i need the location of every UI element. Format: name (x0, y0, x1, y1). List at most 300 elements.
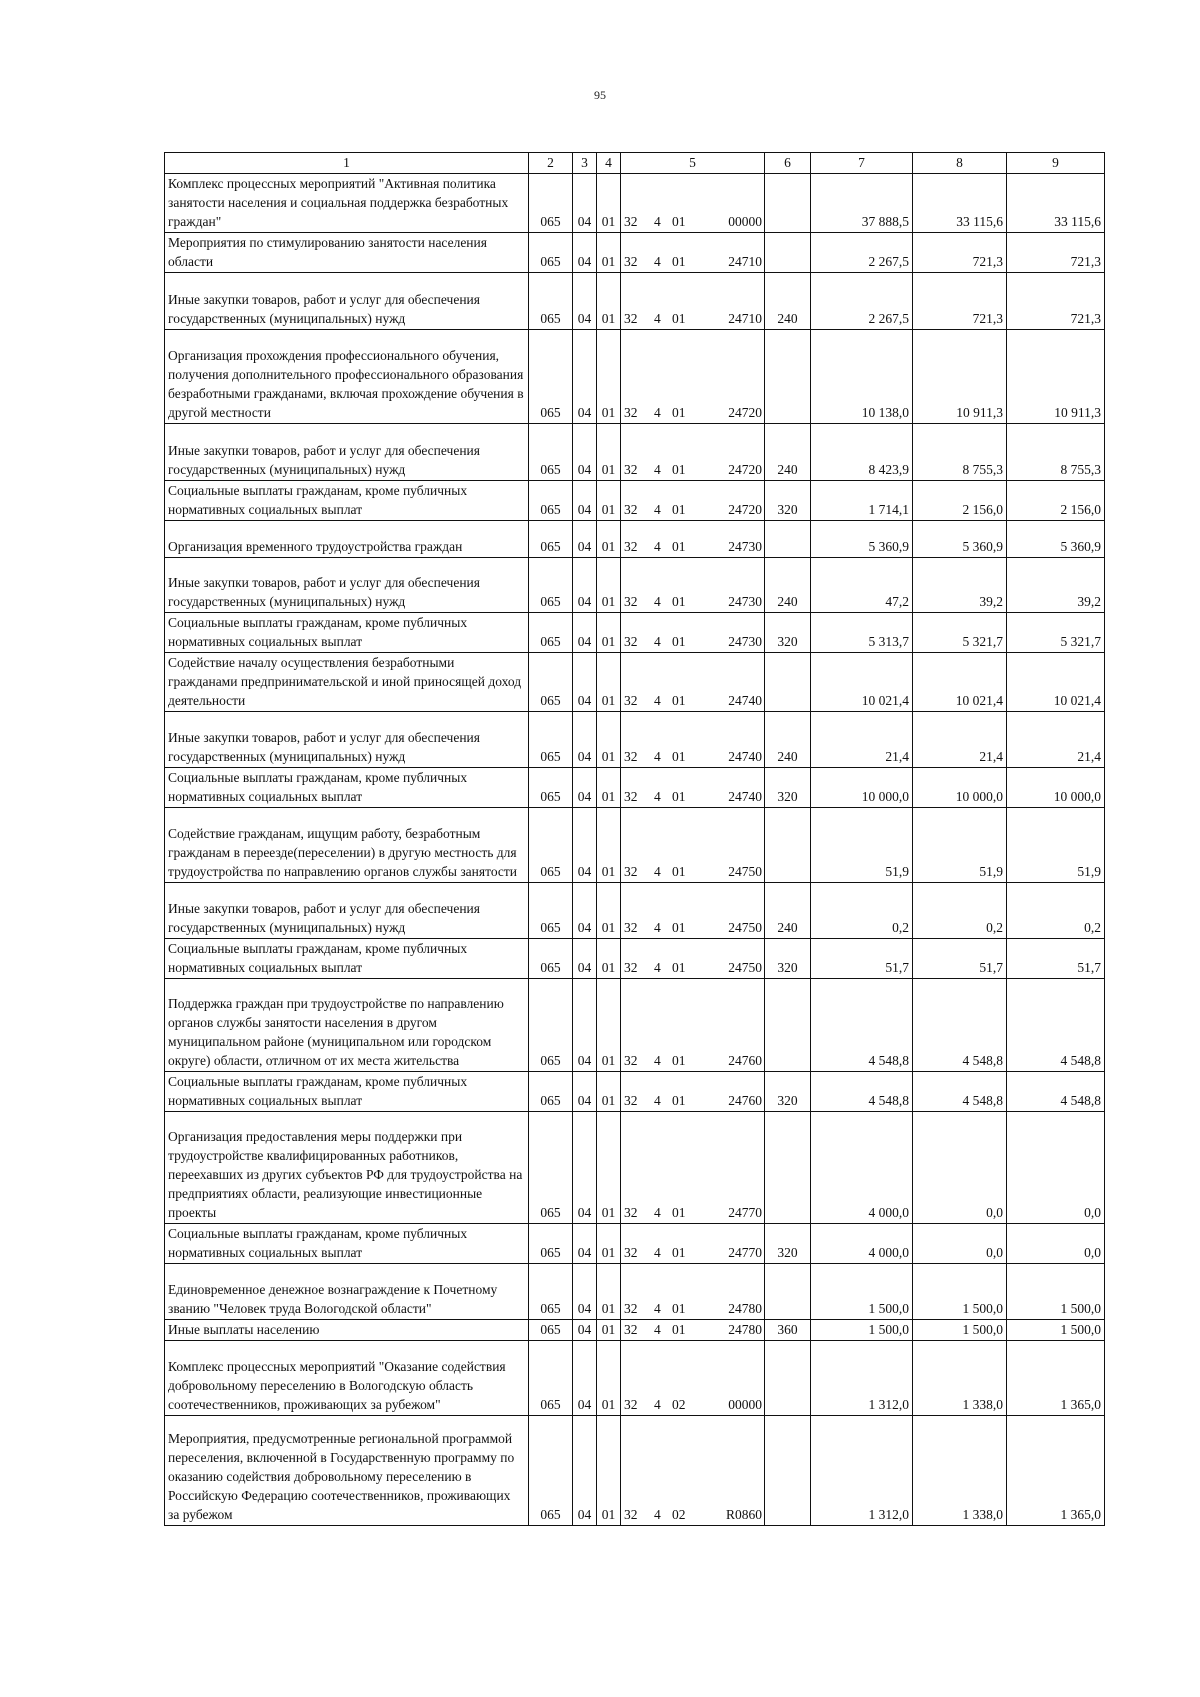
target-article-part: 32 (624, 920, 638, 935)
amount-col-8: 1 500,0 (913, 1320, 1007, 1341)
admin-code: 065 (529, 712, 573, 768)
target-article-part: 4 (654, 960, 661, 975)
target-article-part: R0860 (725, 1507, 762, 1522)
row-name: Мероприятия по стимулированию занятости населения области (165, 233, 529, 273)
row-name: Содействие гражданам, ищущим работу, безработным гражданам в переезде(переселении) в другую местность для трудоустройства по направлению органов службы занятости (165, 808, 529, 883)
amount-col-7: 1 714,1 (811, 481, 913, 521)
subsection-code: 01 (597, 273, 621, 330)
target-article-part: 01 (672, 1245, 686, 1260)
admin-code: 065 (529, 273, 573, 330)
subsection-code: 01 (597, 712, 621, 768)
target-article-part: 01 (672, 254, 686, 269)
target-article-part: 4 (654, 539, 661, 554)
target-article-part: 32 (624, 1093, 638, 1108)
target-article-part: 4 (654, 920, 661, 935)
target-article-part: 32 (624, 1301, 638, 1316)
target-article-code (621, 558, 765, 613)
target-article-part: 24750 (728, 960, 762, 975)
target-article-part: 01 (672, 789, 686, 804)
amount-col-7: 10 000,0 (811, 768, 913, 808)
subsection-code: 01 (597, 1224, 621, 1264)
column-header: 6 (765, 153, 811, 174)
target-article-part: 24720 (728, 405, 762, 420)
target-article-code (621, 712, 765, 768)
section-code: 04 (573, 330, 597, 424)
amount-col-8: 10 911,3 (913, 330, 1007, 424)
admin-code: 065 (529, 939, 573, 979)
expense-type-code: 360 (765, 1320, 811, 1341)
amount-col-8: 4 548,8 (913, 979, 1007, 1072)
target-article-part: 32 (624, 960, 638, 975)
amount-col-7: 51,9 (811, 808, 913, 883)
target-article-code (621, 1112, 765, 1224)
row-name: Иные закупки товаров, работ и услуг для обеспечения государственных (муниципальных) нужд (165, 558, 529, 613)
table-row (165, 1264, 1105, 1320)
expense-type-code (765, 1416, 811, 1526)
expense-type-code (765, 521, 811, 558)
admin-code: 065 (529, 1112, 573, 1224)
amount-col-8: 4 548,8 (913, 1072, 1007, 1112)
amount-col-9: 0,2 (1007, 883, 1105, 939)
target-article-part: 32 (624, 462, 638, 477)
target-article-part: 01 (672, 749, 686, 764)
subsection-code: 01 (597, 939, 621, 979)
target-article-code (621, 1224, 765, 1264)
amount-col-7: 1 312,0 (811, 1341, 913, 1416)
amount-col-8: 21,4 (913, 712, 1007, 768)
target-article-part: 01 (672, 594, 686, 609)
column-header: 5 (621, 153, 765, 174)
admin-code: 065 (529, 481, 573, 521)
amount-col-7: 10 138,0 (811, 330, 913, 424)
target-article-part: 4 (654, 594, 661, 609)
admin-code: 065 (529, 613, 573, 653)
target-article-part: 24740 (728, 749, 762, 764)
admin-code: 065 (529, 330, 573, 424)
subsection-code: 01 (597, 1341, 621, 1416)
admin-code: 065 (529, 233, 573, 273)
target-article-part: 01 (672, 502, 686, 517)
expense-type-code: 320 (765, 939, 811, 979)
amount-col-7: 37 888,5 (811, 174, 913, 233)
target-article-part: 01 (672, 539, 686, 554)
subsection-code: 01 (597, 1112, 621, 1224)
target-article-part: 24760 (728, 1053, 762, 1068)
amount-col-9: 51,9 (1007, 808, 1105, 883)
table-row (165, 768, 1105, 808)
table-row (165, 424, 1105, 481)
row-name: Поддержка граждан при трудоустройстве по направлению органов службы занятости населения в другом муниципальном районе (муниципальном или городском округе) области, отличном от их места жительства (165, 979, 529, 1072)
table-row (165, 1320, 1105, 1341)
section-code: 04 (573, 808, 597, 883)
target-article-part: 01 (672, 1053, 686, 1068)
amount-col-8: 51,7 (913, 939, 1007, 979)
amount-col-7: 0,2 (811, 883, 913, 939)
target-article-part: 32 (624, 789, 638, 804)
row-name: Иные закупки товаров, работ и услуг для обеспечения государственных (муниципальных) нужд (165, 883, 529, 939)
target-article-part: 01 (672, 1205, 686, 1220)
amount-col-9: 1 500,0 (1007, 1264, 1105, 1320)
amount-col-7: 2 267,5 (811, 233, 913, 273)
table-row (165, 521, 1105, 558)
target-article-part: 01 (672, 1301, 686, 1316)
row-name: Единовременное денежное вознаграждение к Почетному званию "Человек труда Вологодской области" (165, 1264, 529, 1320)
table-row (165, 1224, 1105, 1264)
target-article-part: 32 (624, 1397, 638, 1412)
row-name: Организация временного трудоустройства граждан (165, 521, 529, 558)
subsection-code: 01 (597, 1416, 621, 1526)
amount-col-8: 8 755,3 (913, 424, 1007, 481)
subsection-code: 01 (597, 174, 621, 233)
subsection-code: 01 (597, 233, 621, 273)
admin-code: 065 (529, 1072, 573, 1112)
target-article-part: 00000 (728, 1397, 762, 1412)
amount-col-8: 1 338,0 (913, 1341, 1007, 1416)
target-article-part: 24780 (728, 1301, 762, 1316)
target-article-part: 4 (654, 1301, 661, 1316)
section-code: 04 (573, 939, 597, 979)
expense-type-code (765, 1264, 811, 1320)
amount-col-7: 5 360,9 (811, 521, 913, 558)
subsection-code: 01 (597, 521, 621, 558)
section-code: 04 (573, 1341, 597, 1416)
admin-code: 065 (529, 1341, 573, 1416)
amount-col-7: 4 000,0 (811, 1112, 913, 1224)
subsection-code: 01 (597, 1072, 621, 1112)
row-name: Иные закупки товаров, работ и услуг для обеспечения государственных (муниципальных) нужд (165, 712, 529, 768)
target-article-part: 4 (654, 693, 661, 708)
target-article-part: 32 (624, 594, 638, 609)
section-code: 04 (573, 768, 597, 808)
row-name: Социальные выплаты гражданам, кроме публичных нормативных социальных выплат (165, 1072, 529, 1112)
amount-col-9: 1 365,0 (1007, 1341, 1105, 1416)
target-article-part: 01 (672, 634, 686, 649)
section-code: 04 (573, 1416, 597, 1526)
row-name: Комплекс процессных мероприятий "Оказание содействия добровольному переселению в Вологодскую область соотечественников, проживающих за рубежом" (165, 1341, 529, 1416)
amount-col-7: 21,4 (811, 712, 913, 768)
amount-col-7: 51,7 (811, 939, 913, 979)
amount-col-9: 10 911,3 (1007, 330, 1105, 424)
expense-type-code: 320 (765, 1224, 811, 1264)
expense-type-code: 240 (765, 558, 811, 613)
target-article-part: 32 (624, 749, 638, 764)
target-article-part: 4 (654, 502, 661, 517)
target-article-code (621, 808, 765, 883)
admin-code: 065 (529, 424, 573, 481)
subsection-code: 01 (597, 1264, 621, 1320)
table-row (165, 939, 1105, 979)
amount-col-8: 721,3 (913, 233, 1007, 273)
amount-col-8: 51,9 (913, 808, 1007, 883)
amount-col-7: 1 500,0 (811, 1264, 913, 1320)
expense-type-code (765, 1341, 811, 1416)
target-article-part: 24730 (728, 594, 762, 609)
target-article-code (621, 1320, 765, 1341)
table-row (165, 1072, 1105, 1112)
section-code: 04 (573, 1072, 597, 1112)
amount-col-8: 721,3 (913, 273, 1007, 330)
target-article-part: 32 (624, 1053, 638, 1068)
amount-col-7: 10 021,4 (811, 653, 913, 712)
subsection-code: 01 (597, 768, 621, 808)
target-article-code (621, 233, 765, 273)
subsection-code: 01 (597, 613, 621, 653)
admin-code: 065 (529, 808, 573, 883)
target-article-part: 4 (654, 1093, 661, 1108)
amount-col-8: 1 338,0 (913, 1416, 1007, 1526)
admin-code: 065 (529, 979, 573, 1072)
section-code: 04 (573, 979, 597, 1072)
expense-type-code: 320 (765, 1072, 811, 1112)
target-article-part: 01 (672, 311, 686, 326)
target-article-part: 24720 (728, 502, 762, 517)
amount-col-9: 4 548,8 (1007, 1072, 1105, 1112)
section-code: 04 (573, 613, 597, 653)
target-article-part: 32 (624, 254, 638, 269)
row-name: Иные выплаты населению (165, 1320, 529, 1341)
target-article-part: 32 (624, 1245, 638, 1260)
table-row (165, 1416, 1105, 1526)
row-name: Содействие началу осуществления безработными гражданами предпринимательской и иной приносящей доход деятельности (165, 653, 529, 712)
target-article-part: 01 (672, 864, 686, 879)
section-code: 04 (573, 712, 597, 768)
amount-col-9: 39,2 (1007, 558, 1105, 613)
table-row (165, 808, 1105, 883)
target-article-part: 32 (624, 311, 638, 326)
amount-col-7: 4 000,0 (811, 1224, 913, 1264)
expense-type-code: 240 (765, 712, 811, 768)
target-article-code (621, 330, 765, 424)
target-article-part: 4 (654, 634, 661, 649)
expense-type-code (765, 808, 811, 883)
row-name: Социальные выплаты гражданам, кроме публичных нормативных социальных выплат (165, 768, 529, 808)
table-row (165, 273, 1105, 330)
amount-col-9: 2 156,0 (1007, 481, 1105, 521)
section-code: 04 (573, 273, 597, 330)
target-article-part: 01 (672, 214, 686, 229)
target-article-part: 24750 (728, 864, 762, 879)
amount-col-7: 47,2 (811, 558, 913, 613)
section-code: 04 (573, 558, 597, 613)
row-name: Организация предоставления меры поддержки при трудоустройстве квалифицированных работников, переехавших из других субъектов РФ для трудоустройства на предприятиях области, реализующие инвестиционные проекты (165, 1112, 529, 1224)
amount-col-8: 1 500,0 (913, 1264, 1007, 1320)
row-name: Социальные выплаты гражданам, кроме публичных нормативных социальных выплат (165, 481, 529, 521)
target-article-part: 01 (672, 405, 686, 420)
amount-col-9: 0,0 (1007, 1112, 1105, 1224)
amount-col-8: 5 321,7 (913, 613, 1007, 653)
target-article-part: 32 (624, 405, 638, 420)
amount-col-7: 5 313,7 (811, 613, 913, 653)
amount-col-7: 1 312,0 (811, 1416, 913, 1526)
expense-type-code (765, 330, 811, 424)
table-row (165, 613, 1105, 653)
row-name: Иные закупки товаров, работ и услуг для обеспечения государственных (муниципальных) нужд (165, 424, 529, 481)
admin-code: 065 (529, 521, 573, 558)
target-article-part: 24770 (728, 1245, 762, 1260)
table-row (165, 712, 1105, 768)
row-name: Социальные выплаты гражданам, кроме публичных нормативных социальных выплат (165, 1224, 529, 1264)
table-row (165, 481, 1105, 521)
target-article-part: 4 (654, 254, 661, 269)
amount-col-9: 4 548,8 (1007, 979, 1105, 1072)
target-article-part: 4 (654, 462, 661, 477)
target-article-part: 4 (654, 864, 661, 879)
amount-col-8: 10 021,4 (913, 653, 1007, 712)
target-article-part: 4 (654, 311, 661, 326)
target-article-part: 01 (672, 1322, 686, 1337)
expense-type-code (765, 174, 811, 233)
target-article-part: 01 (672, 920, 686, 935)
row-name: Социальные выплаты гражданам, кроме публичных нормативных социальных выплат (165, 613, 529, 653)
target-article-part: 01 (672, 462, 686, 477)
amount-col-7: 4 548,8 (811, 979, 913, 1072)
row-name: Мероприятия, предусмотренные региональной программой переселения, включенной в Государственную программу по оказанию содействия добровольному переселению в Российскую Федерацию соотечественников, проживающих за рубежом (165, 1416, 529, 1526)
amount-col-9: 21,4 (1007, 712, 1105, 768)
amount-col-8: 0,0 (913, 1112, 1007, 1224)
table-row (165, 1341, 1105, 1416)
section-code: 04 (573, 653, 597, 712)
admin-code: 065 (529, 1224, 573, 1264)
target-article-part: 32 (624, 1507, 638, 1522)
amount-col-8: 5 360,9 (913, 521, 1007, 558)
target-article-code (621, 273, 765, 330)
amount-col-9: 1 500,0 (1007, 1320, 1105, 1341)
target-article-part: 4 (654, 749, 661, 764)
row-name: Социальные выплаты гражданам, кроме публичных нормативных социальных выплат (165, 939, 529, 979)
subsection-code: 01 (597, 558, 621, 613)
target-article-part: 01 (672, 960, 686, 975)
budget-table (164, 152, 1105, 1526)
subsection-code: 01 (597, 481, 621, 521)
amount-col-8: 0,0 (913, 1224, 1007, 1264)
target-article-part: 24750 (728, 920, 762, 935)
amount-col-9: 0,0 (1007, 1224, 1105, 1264)
target-article-part: 24710 (728, 311, 762, 326)
amount-col-8: 2 156,0 (913, 481, 1007, 521)
amount-col-9: 5 321,7 (1007, 613, 1105, 653)
subsection-code: 01 (597, 979, 621, 1072)
target-article-part: 24730 (728, 539, 762, 554)
column-header: 8 (913, 153, 1007, 174)
expense-type-code (765, 653, 811, 712)
table-row (165, 233, 1105, 273)
expense-type-code: 240 (765, 424, 811, 481)
amount-col-8: 39,2 (913, 558, 1007, 613)
target-article-part: 24710 (728, 254, 762, 269)
target-article-part: 32 (624, 214, 638, 229)
target-article-code (621, 613, 765, 653)
amount-col-7: 4 548,8 (811, 1072, 913, 1112)
subsection-code: 01 (597, 883, 621, 939)
subsection-code: 01 (597, 808, 621, 883)
amount-col-8: 33 115,6 (913, 174, 1007, 233)
target-article-code (621, 768, 765, 808)
target-article-part: 32 (624, 539, 638, 554)
column-header: 2 (529, 153, 573, 174)
target-article-part: 4 (654, 405, 661, 420)
target-article-code (621, 883, 765, 939)
expense-type-code (765, 979, 811, 1072)
section-code: 04 (573, 424, 597, 481)
amount-col-8: 0,2 (913, 883, 1007, 939)
section-code: 04 (573, 1112, 597, 1224)
expense-type-code: 240 (765, 273, 811, 330)
admin-code: 065 (529, 1416, 573, 1526)
target-article-part: 32 (624, 1322, 638, 1337)
target-article-part: 4 (654, 214, 661, 229)
row-name: Комплекс процессных мероприятий "Активная политика занятости населения и социальная поддержка безработных граждан" (165, 174, 529, 233)
table-row (165, 883, 1105, 939)
table-row (165, 330, 1105, 424)
target-article-code (621, 174, 765, 233)
target-article-part: 32 (624, 864, 638, 879)
admin-code: 065 (529, 883, 573, 939)
target-article-part: 24780 (728, 1322, 762, 1337)
section-code: 04 (573, 1264, 597, 1320)
subsection-code: 01 (597, 424, 621, 481)
amount-col-9: 10 021,4 (1007, 653, 1105, 712)
admin-code: 065 (529, 174, 573, 233)
amount-col-9: 1 365,0 (1007, 1416, 1105, 1526)
table-row (165, 979, 1105, 1072)
row-name: Организация прохождения профессионального обучения, получения дополнительного профессионального образования безработными гражданами, включая прохождение обучения в другой местности (165, 330, 529, 424)
target-article-code (621, 1264, 765, 1320)
section-code: 04 (573, 521, 597, 558)
target-article-part: 4 (654, 1245, 661, 1260)
target-article-part: 24730 (728, 634, 762, 649)
section-code: 04 (573, 1320, 597, 1341)
amount-col-9: 5 360,9 (1007, 521, 1105, 558)
table-row (165, 653, 1105, 712)
target-article-part: 01 (672, 693, 686, 708)
amount-col-7: 2 267,5 (811, 273, 913, 330)
target-article-part: 01 (672, 1093, 686, 1108)
expense-type-code: 320 (765, 768, 811, 808)
admin-code: 065 (529, 768, 573, 808)
target-article-part: 24770 (728, 1205, 762, 1220)
target-article-part: 32 (624, 502, 638, 517)
section-code: 04 (573, 481, 597, 521)
target-article-part: 00000 (728, 214, 762, 229)
column-header: 4 (597, 153, 621, 174)
amount-col-7: 8 423,9 (811, 424, 913, 481)
subsection-code: 01 (597, 653, 621, 712)
target-article-code (621, 1416, 765, 1526)
expense-type-code: 240 (765, 883, 811, 939)
target-article-part: 4 (654, 789, 661, 804)
admin-code: 065 (529, 653, 573, 712)
admin-code: 065 (529, 558, 573, 613)
admin-code: 065 (529, 1264, 573, 1320)
expense-type-code (765, 233, 811, 273)
section-code: 04 (573, 1224, 597, 1264)
column-header: 9 (1007, 153, 1105, 174)
amount-col-9: 721,3 (1007, 233, 1105, 273)
target-article-part: 32 (624, 693, 638, 708)
expense-type-code (765, 1112, 811, 1224)
target-article-code (621, 1072, 765, 1112)
target-article-code (621, 521, 765, 558)
amount-col-8: 10 000,0 (913, 768, 1007, 808)
page-number: 95 (594, 88, 606, 102)
target-article-code (621, 481, 765, 521)
expense-type-code: 320 (765, 481, 811, 521)
target-article-code (621, 979, 765, 1072)
target-article-part: 4 (654, 1507, 661, 1522)
target-article-part: 4 (654, 1205, 661, 1220)
section-code: 04 (573, 233, 597, 273)
table-row (165, 558, 1105, 613)
